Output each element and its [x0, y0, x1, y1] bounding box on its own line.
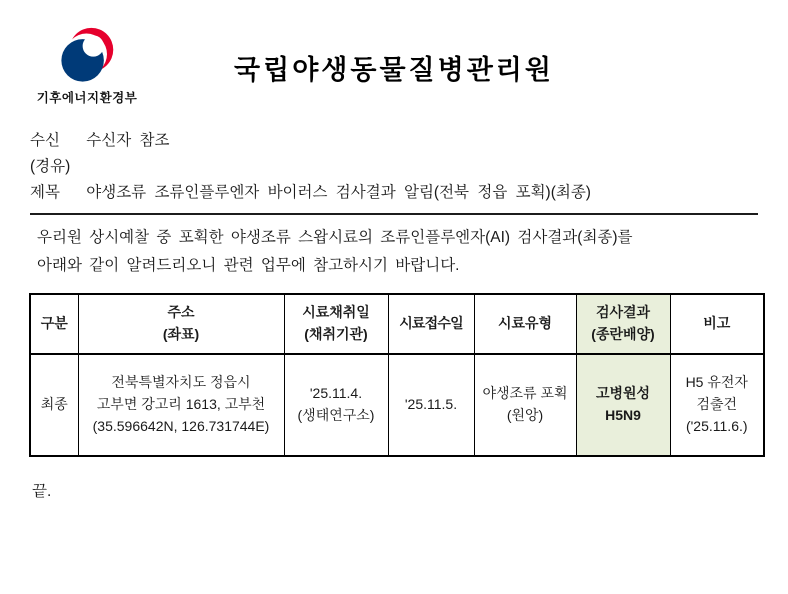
subject-line [30, 180, 758, 206]
header-receipt-date: 시료접수일 [388, 294, 474, 354]
header-collection-date: 시료채취일 (채취기관) [284, 294, 388, 354]
table-row [30, 354, 764, 456]
document-header [0, 0, 788, 128]
subject-label: 제목 [30, 184, 60, 201]
header-address: 주소 (좌표) [78, 294, 284, 354]
test-result-table [29, 293, 765, 457]
header-remarks: 비고 [670, 294, 764, 354]
recipient-value: 수신자 참조 [86, 132, 170, 149]
recipient-label: 수신 [30, 132, 60, 149]
closing-mark: 끝. [32, 483, 52, 500]
document-title: 국립야생동물질병관리원 [234, 55, 554, 85]
cell-test-result: 고병원성 H5N9 [576, 354, 670, 456]
table-header-row [30, 294, 764, 354]
via-line: (경유) [30, 158, 71, 175]
header-category: 구분 [30, 294, 78, 354]
body-paragraph-line-2: 아래와 같이 알려드리오니 관련 업무에 참고하시기 바랍니다. [37, 257, 460, 274]
subject-value: 야생조류 조류인플루엔자 바이러스 검사결과 알림(전북 정읍 포획)(최종) [86, 184, 591, 201]
recipient-line [30, 128, 758, 154]
cell-remarks: H5 유전자 검출건 ('25.11.6.) [670, 354, 764, 456]
cell-sample-type: 야생조류 포획 (원앙) [474, 354, 576, 456]
ministry-name: 기후에너지환경부 [36, 91, 138, 105]
header-sample-type: 시료유형 [474, 294, 576, 354]
cell-receipt-date: '25.11.5. [388, 354, 474, 456]
cell-category: 최종 [30, 354, 78, 456]
body-paragraph-line-1: 우리원 상시예찰 중 포획한 야생조류 스왑시료의 조류인플루엔자(AI) 검사결과(최종)를 [37, 229, 633, 246]
header-test-result: 검사결과 (종란배양) [576, 294, 670, 354]
subject-divider [30, 213, 758, 215]
cell-collection-date: '25.11.4. (생태연구소) [284, 354, 388, 456]
cell-address: 전북특별자치도 정읍시 고부면 강고리 1613, 고부천 (35.596642N, 126.731744E) [78, 354, 284, 456]
document-body [0, 128, 788, 501]
